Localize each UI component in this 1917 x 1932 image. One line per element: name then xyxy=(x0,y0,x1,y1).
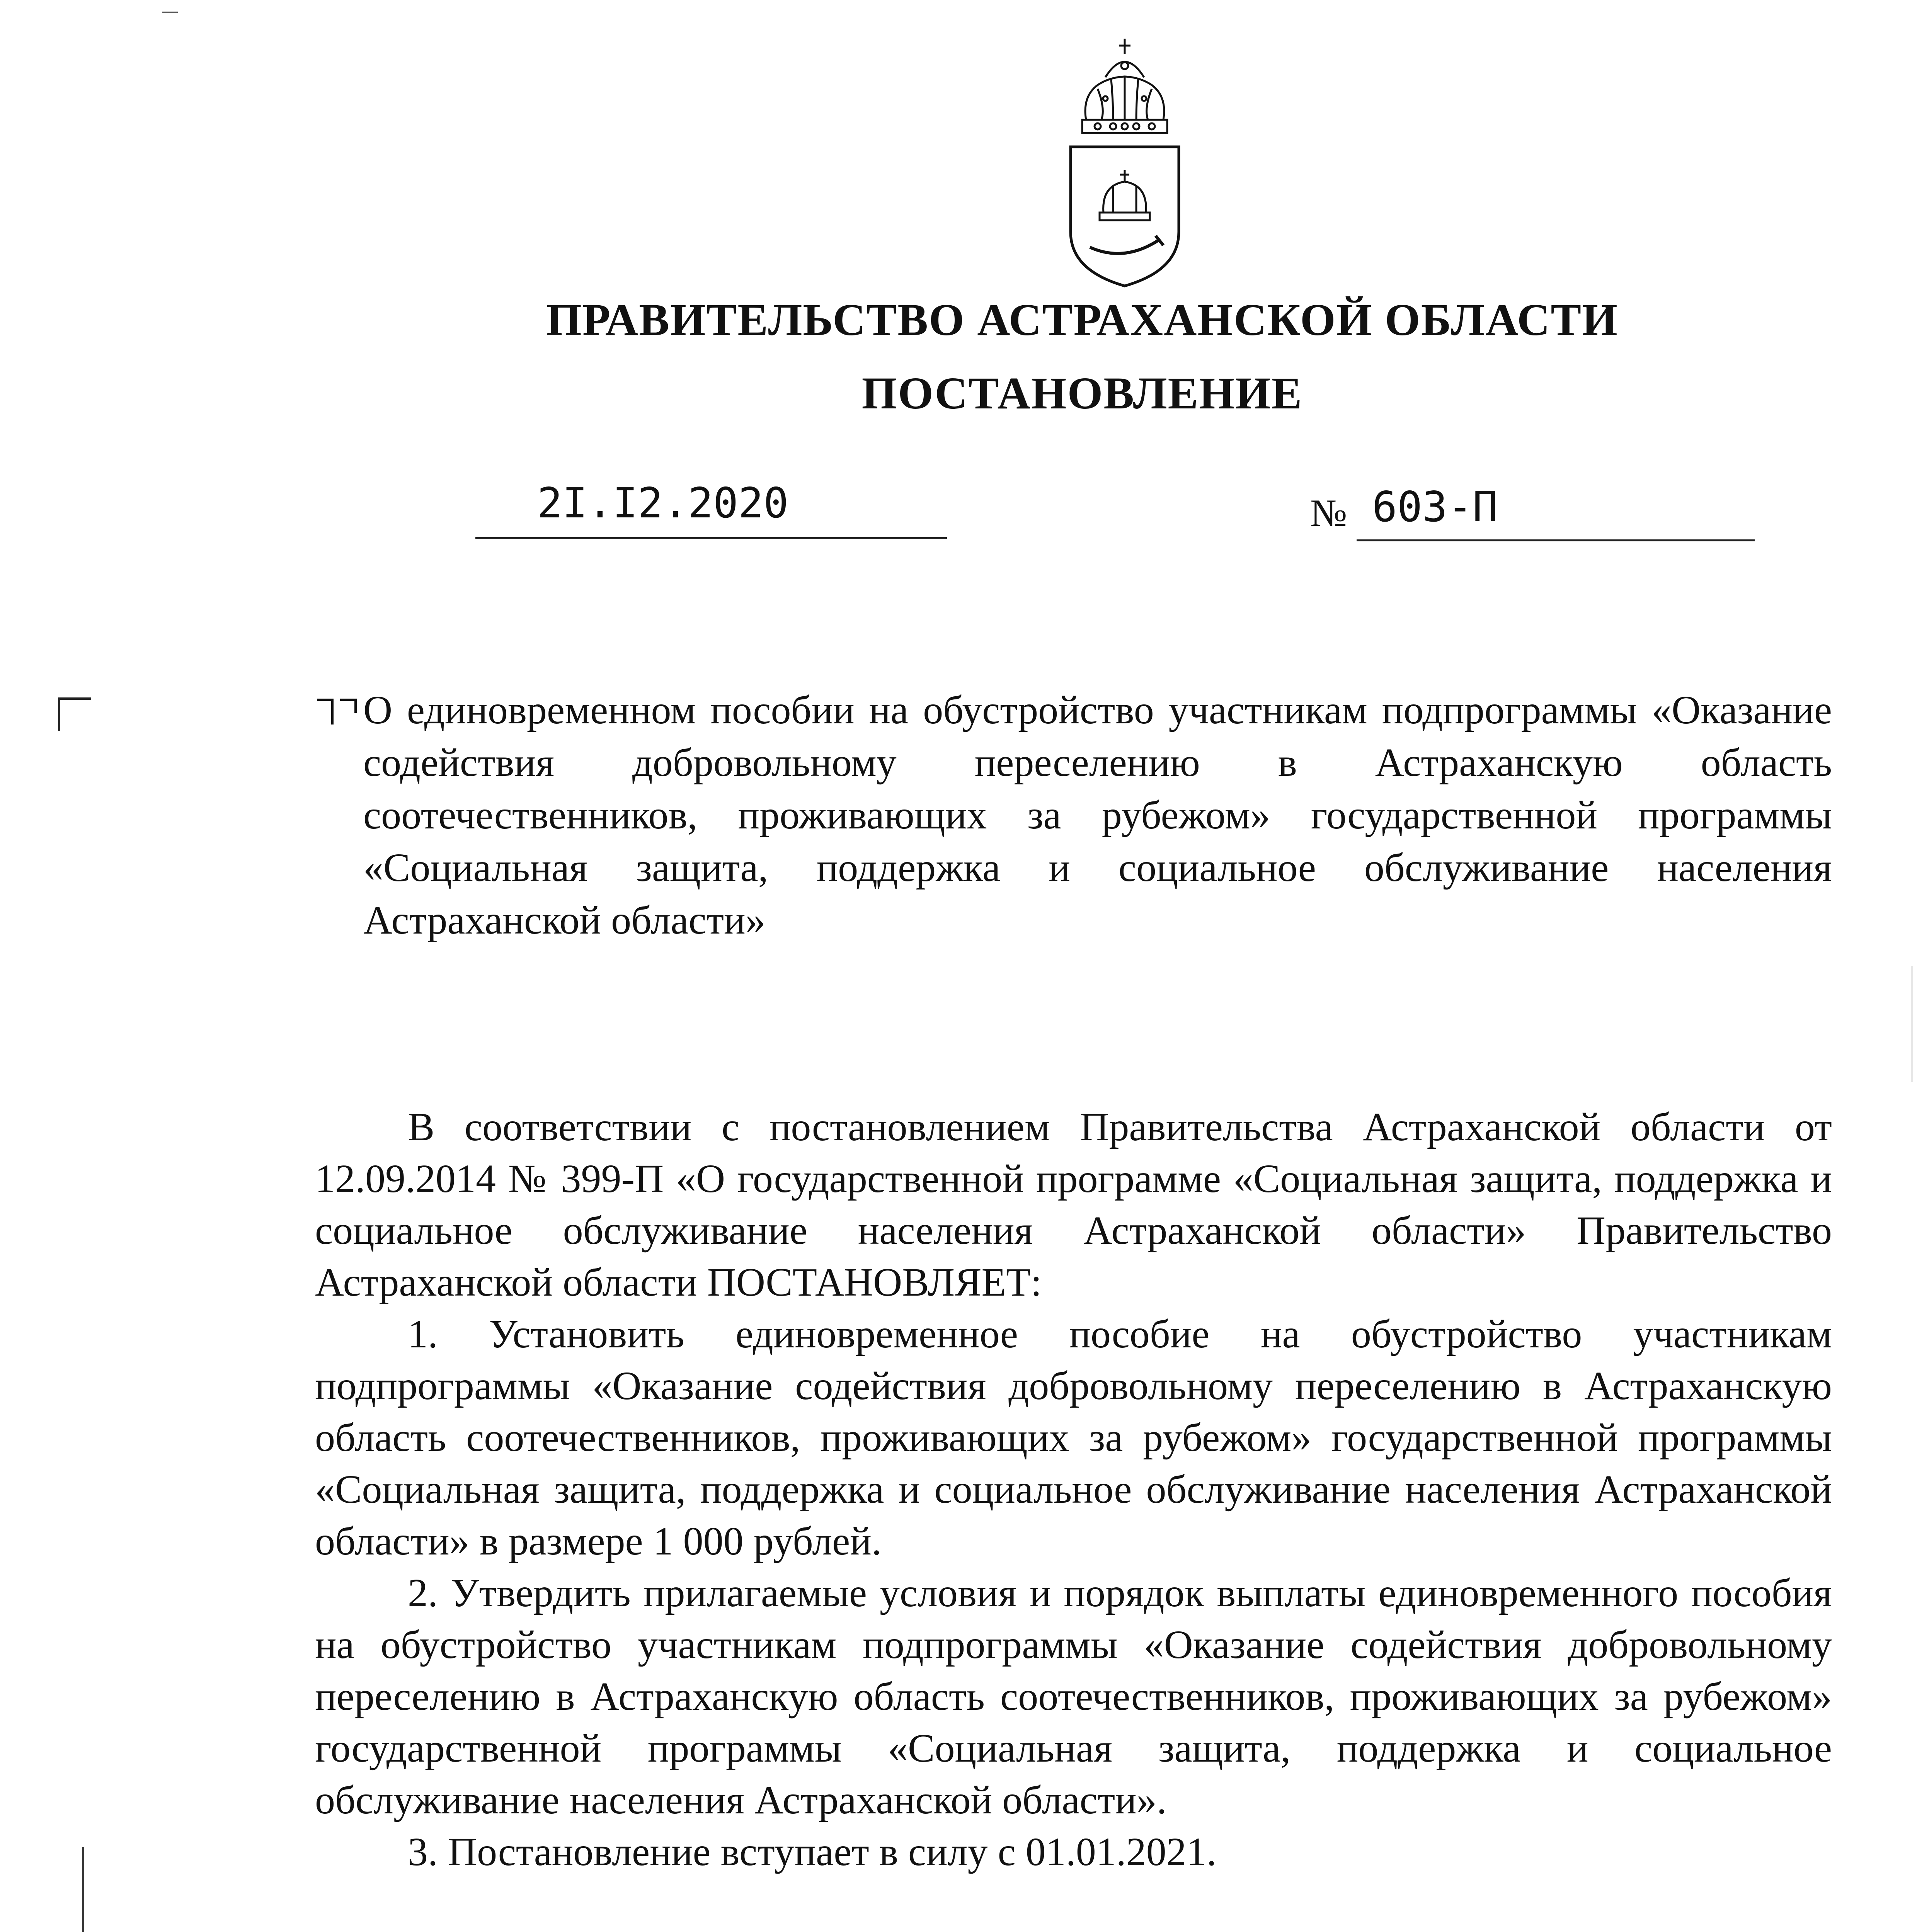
coat-of-arms-icon xyxy=(1059,31,1190,294)
document-subject: О единовременном пособии на обустройство участникам подпрограммы «Оказание содействия добровольному переселению в Астраханскую область соотечественников, проживающих за рубежом» государственной программы «Социальная защита, поддержка и социальное обслуживание населения Астраханской области» xyxy=(363,688,1832,942)
body-preamble: В соответствии с постановлением Правительства Астраханской области от 12.09.2014 № 399-П «О государственной программе «Социальная защита, поддержка и социальное обслуживание населения Астраханской области» Правительство Астраханской области ПОСТАНОВЛЯЕТ: xyxy=(315,1105,1832,1304)
number-field xyxy=(1310,483,1755,541)
organization-title: ПРАВИТЕЛЬСТВО АСТРАХАНСКОЙ ОБЛАСТИ xyxy=(546,294,1618,345)
scan-mark xyxy=(162,12,178,13)
document-type-title: ПОСТАНОВЛЕНИЕ xyxy=(861,368,1303,418)
body-item-3: 3. Постановление вступает в силу с 01.01.2021. xyxy=(408,1830,1217,1874)
document-date: 2I.I2.2020 xyxy=(537,479,789,527)
number-sign: № xyxy=(1310,492,1347,534)
document-number: 603-П xyxy=(1372,483,1498,531)
document-body xyxy=(315,1101,1832,1878)
left-corner-mark xyxy=(58,697,91,731)
body-item-2: 2. Утвердить прилагаемые условия и порядок выплаты единовременного пособия на обустройство участникам подпрограммы «Оказание содействия добровольному переселению в Астраханскую область соотечественников, проживающих за рубежом» государственной программы «Социальная защита, поддержка и социальное обслуживание населения Астраханской области». xyxy=(315,1571,1832,1822)
subject-bracket-mark xyxy=(317,697,359,728)
margin-line xyxy=(82,1847,84,1932)
body-item-1: 1. Установить единовременное пособие на обустройство участникам подпрограммы «Оказание содействия добровольному переселению в Астраханскую область соотечественников, проживающих за рубежом» государственной программы «Социальная защита, поддержка и социальное обслуживание населения Астраханской области» в размере 1 000 рублей. xyxy=(315,1312,1832,1563)
number-underline xyxy=(1357,483,1755,541)
scan-edge-shadow xyxy=(1911,966,1913,1082)
date-field xyxy=(475,479,947,539)
